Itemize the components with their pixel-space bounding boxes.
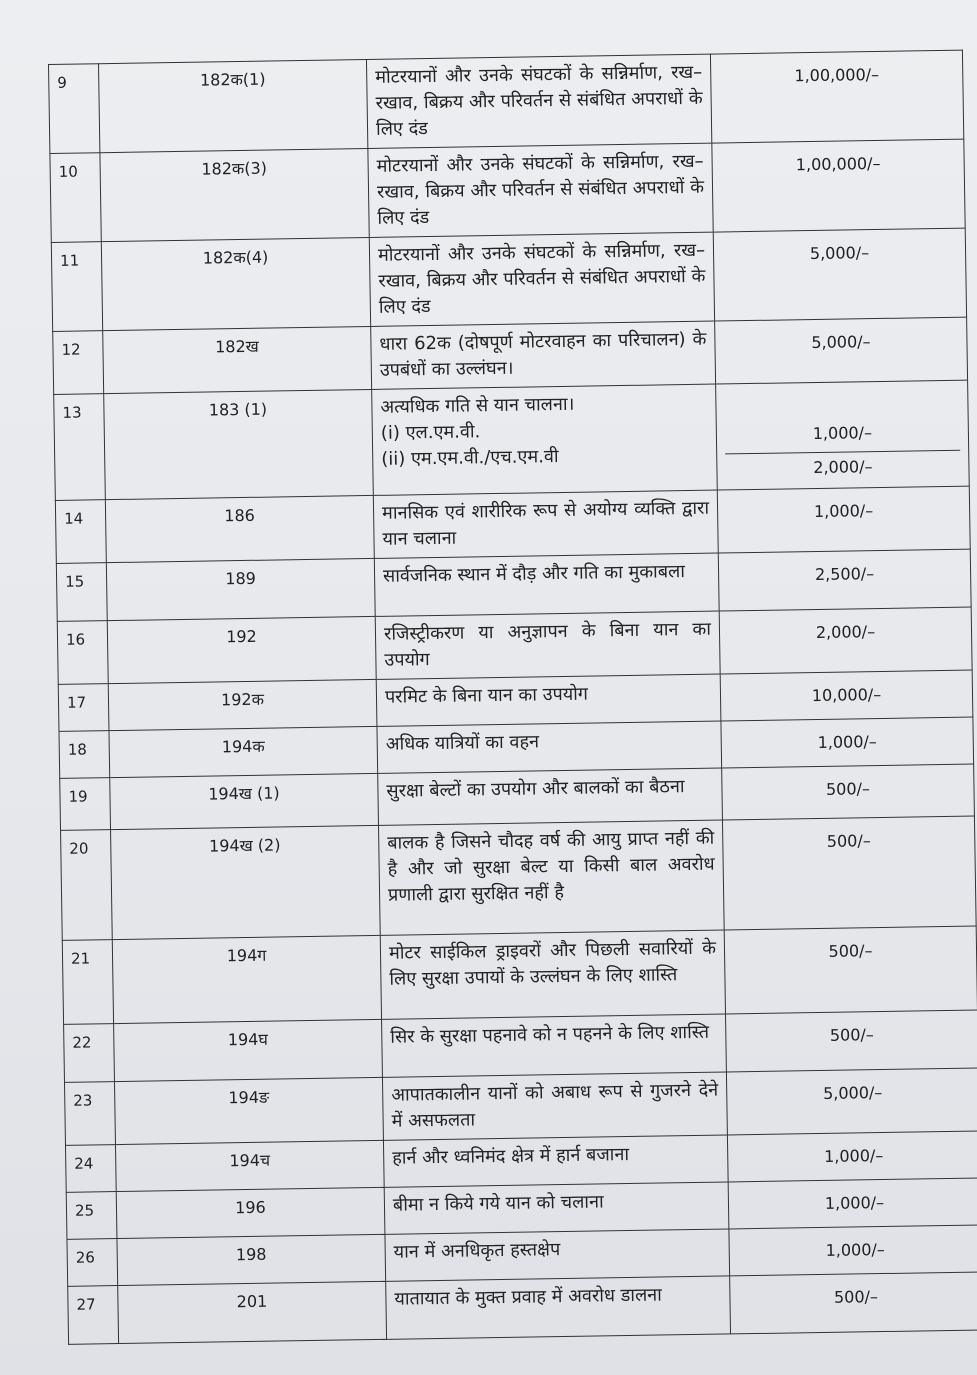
section-number: 194क [109,726,378,777]
row-number: 15 [56,563,107,622]
fine-amount-cell [730,1272,977,1334]
fine-amount-cell [724,926,977,1014]
fine-amount: 500/– [828,941,873,961]
fine-amount-cell [715,317,968,384]
offence-description: अत्यधिक गति से यान चालना। [380,393,575,418]
offence-description: यान में अनधिकृत हस्तक्षेप [385,1229,730,1281]
fine-amount: 1,000/– [825,1240,885,1260]
fine-amount: 1,000/– [824,1193,885,1213]
fine-amount: 10,000/– [811,684,882,706]
offence-description: सिर के सुरक्षा पहनावे को न पहनने के लिए शास्ति [382,1014,727,1077]
row-number: 27 [68,1286,119,1345]
row-number: 12 [53,331,104,395]
section-number: 194ख (2) [111,825,381,939]
row-number: 24 [65,1145,116,1193]
offence-description: मोटरयानों और उनके संघटकों के सन्निर्माण, रख–रखाव, बिक्रय और परिवर्तन से संबंधित अपराधों के लिए दंड [366,54,711,148]
fine-amount: 5,000/– [811,332,871,353]
offence-description: रजिस्ट्रीकरण या अनुज्ञापन के बिना यान का उपयोग [375,611,720,679]
section-number: 186 [105,495,374,562]
offence-description: धारा 62क (दोषपूर्ण मोटरवाहन का परिचालन) के उपबंधों का उल्लंघन। [371,321,716,389]
section-number: 194घ [114,1019,383,1081]
offence-description: मानसिक एवं शारीरिक रूप से अयोग्य व्यक्ति द्वारा यान चलाना [373,490,718,558]
fine-amount-cell [713,228,966,321]
section-number: 194ख (1) [110,773,379,829]
table-row [54,380,970,500]
section-number: 194ङ [114,1077,383,1144]
row-number: 11 [51,242,102,332]
section-number: 201 [118,1281,387,1343]
offence-description: मोटरयानों और उनके संघटकों के सन्निर्माण, रख–रखाव, बिक्रय और परिवर्तन से संबंधित अपराधों के लिए दंड [369,232,714,326]
offence-description: सुरक्षा बेल्टों का उपयोग और बालकों का बैठना [378,768,723,825]
section-number: 198 [117,1234,386,1285]
offence-description: अधिक यात्रियों का वहन [377,721,722,773]
fine-amount: 2,000/– [725,450,960,485]
row-number: 18 [59,731,110,779]
fine-amount-cell [720,670,973,721]
fines-table [48,50,977,1345]
fine-amount-cell [726,1068,977,1135]
offence-description: हार्न और ध्वनिमंद क्षेत्र में हार्न बजाना [383,1135,728,1187]
table-row [49,50,964,153]
row-number: 14 [55,500,106,564]
fine-amount: 5,000/– [823,1083,883,1103]
row-number: 9 [49,64,100,154]
row-number: 21 [62,940,113,1025]
fine-amount-cell [728,1178,977,1229]
fine-amount: 500/– [826,831,871,851]
section-number: 189 [106,558,375,620]
sub-item-label: (ii) एम.एम.वी./एच.एम.वी [381,446,559,470]
fine-amount: 500/– [829,1025,874,1045]
row-number: 10 [50,153,101,243]
offence-description: बालक है जिसने चौदह वर्ष की आयु प्राप्त नहीं की है और जो सुरक्षा बेल्ट या किसी बाल अवरोध प्रणाली द्वारा सुरक्षित नहीं है [379,820,725,935]
blank-amount [724,386,959,418]
fine-amount-cell [717,486,970,553]
section-number: 183 (1) [104,389,374,499]
offence-description: मोटरयानों और उनके संघटकों के सन्निर्माण, रख–रखाव, बिक्रय और परिवर्तन से संबंधित अपराधों के लिए दंड [368,143,713,237]
row-number: 17 [58,684,109,732]
offence-description: मोटर साईकिल ड्राइवरों और पिछली सवारियों के लिए सुरक्षा उपायों के उल्लंघन के लिए शास्ति [380,930,725,1019]
row-number: 22 [64,1024,115,1083]
fine-amount: 500/– [825,779,871,799]
offence-description: यातायात के मुक्त प्रवाह में अवरोध डालना [386,1276,731,1339]
offence-description: बीमा न किये गये यान को चलाना [384,1182,729,1234]
fine-amount: 1,000/– [812,423,873,444]
table-row [50,139,965,242]
section-number: 192क [108,679,377,730]
fine-amount-cell [718,549,971,611]
offence-description: सार्वजनिक स्थान में दौड़ और गति का मुकाबला [374,553,719,616]
section-number: 182क(1) [99,59,368,152]
fine-amount-cell [726,1010,977,1072]
section-number: 182क(3) [100,148,369,241]
fine-amount: 2,000/– [815,622,876,643]
section-number: 196 [116,1187,385,1238]
fine-amount-cell [719,607,972,674]
section-number: 194च [115,1140,384,1191]
row-number: 19 [60,778,111,831]
table-row [61,816,977,940]
offence-description: आपातकालीन यानों को अबाध रूप से गुजरने देने में असफलता [382,1072,727,1140]
section-number: 192 [107,616,376,683]
row-number: 13 [54,394,106,501]
section-number: 182ख [103,326,372,393]
section-number: 182क(4) [101,237,370,330]
row-number: 16 [57,621,108,685]
fine-amount-cell [727,1131,977,1182]
fine-amount: 500/– [833,1287,879,1307]
fine-amount: 1,000/– [813,501,874,522]
fine-amount: 2,500/– [814,564,875,585]
fine-amount-cell [710,50,963,143]
fine-amount-cell [716,380,970,490]
row-number: 20 [61,830,113,941]
fine-amount: 1,000/– [817,732,877,752]
fine-amount: 5,000/– [809,243,870,264]
fine-amount-cell [729,1225,977,1276]
table-row [51,228,966,331]
fine-amount-cell [712,139,965,232]
offence-description-cell [372,384,718,495]
fine-amount-cell [722,816,976,930]
fine-amount: 1,000/– [823,1146,884,1166]
sub-item-label: (i) एल.एम.वी. [380,421,481,444]
section-number: 194ग [112,935,381,1023]
row-number: 26 [67,1239,118,1287]
fine-amount: 1,00,000/– [795,153,881,175]
offence-description: परमिट के बिना यान का उपयोग [376,674,721,726]
table-row [62,926,977,1024]
row-number: 25 [66,1192,117,1240]
fine-amount-cell [722,764,975,820]
fine-amount: 1,00,000/– [794,64,880,86]
fine-amount-cell [721,717,974,768]
row-number: 23 [64,1082,115,1146]
